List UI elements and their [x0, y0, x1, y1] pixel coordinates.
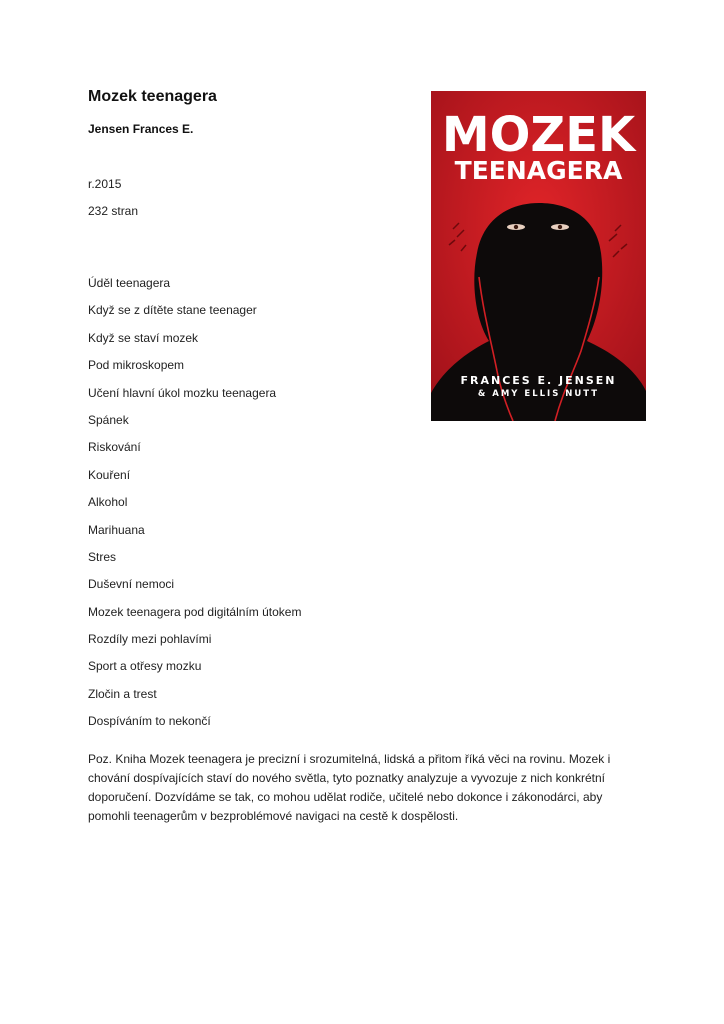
toc-item: Dospíváním to nekončí: [88, 714, 211, 729]
book-title: Mozek teenagera: [88, 88, 217, 105]
toc-item: Kouření: [88, 467, 131, 482]
toc-item: Riskování: [88, 440, 141, 455]
table-of-contents: [88, 270, 301, 736]
toc-item: Spánek: [88, 412, 129, 427]
toc-item: Když se staví mozek: [88, 330, 199, 345]
toc-item: Duševní nemoci: [88, 577, 175, 592]
toc-item: Sport a otřesy mozku: [88, 659, 202, 674]
book-cover-image: [431, 91, 646, 421]
page-count: 232 stran: [88, 204, 139, 218]
toc-item: Alkohol: [88, 495, 128, 510]
toc-item: Stres: [88, 549, 117, 564]
toc-item: Zločin a trest: [88, 686, 157, 701]
publication-year: r.2015: [88, 177, 122, 191]
toc-item: Mozek teenagera pod digitálním útokem: [88, 604, 302, 619]
cover-author-line2: & AMY ELLIS NUTT: [477, 389, 600, 399]
cover-title-line2: TEENAGERA: [454, 156, 623, 185]
toc-item: Úděl teenagera: [88, 276, 171, 290]
toc-item: Když se z dítěte stane teenager: [88, 303, 257, 318]
toc-item: Učení hlavní úkol mozku teenagera: [88, 385, 277, 400]
cover-title-line1: MOZEK: [441, 107, 636, 163]
toc-item: Marihuana: [88, 522, 145, 537]
toc-item: Rozdíly mezi pohlavími: [88, 632, 212, 647]
book-note: Poz. Kniha Mozek teenagera je precizní i srozumitelná, lidská a přitom říká věci na rovinu. Mozek i chování dospívajících staví do nového světla, tyto poznatky analyzuje a vyvozuje z nich konkrétní doporučení. Dozvídáme se tak, co mohou udělat rodiče, učitelé nebo dokonce i zákonodárci, aby pomohli teenagerům v bezproblémové navigaci na cestě k dospělosti.: [88, 752, 611, 823]
book-author: Jensen Frances E.: [88, 122, 194, 136]
cover-author-line1: FRANCES E. JENSEN: [460, 374, 617, 387]
toc-item: Pod mikroskopem: [88, 358, 185, 373]
